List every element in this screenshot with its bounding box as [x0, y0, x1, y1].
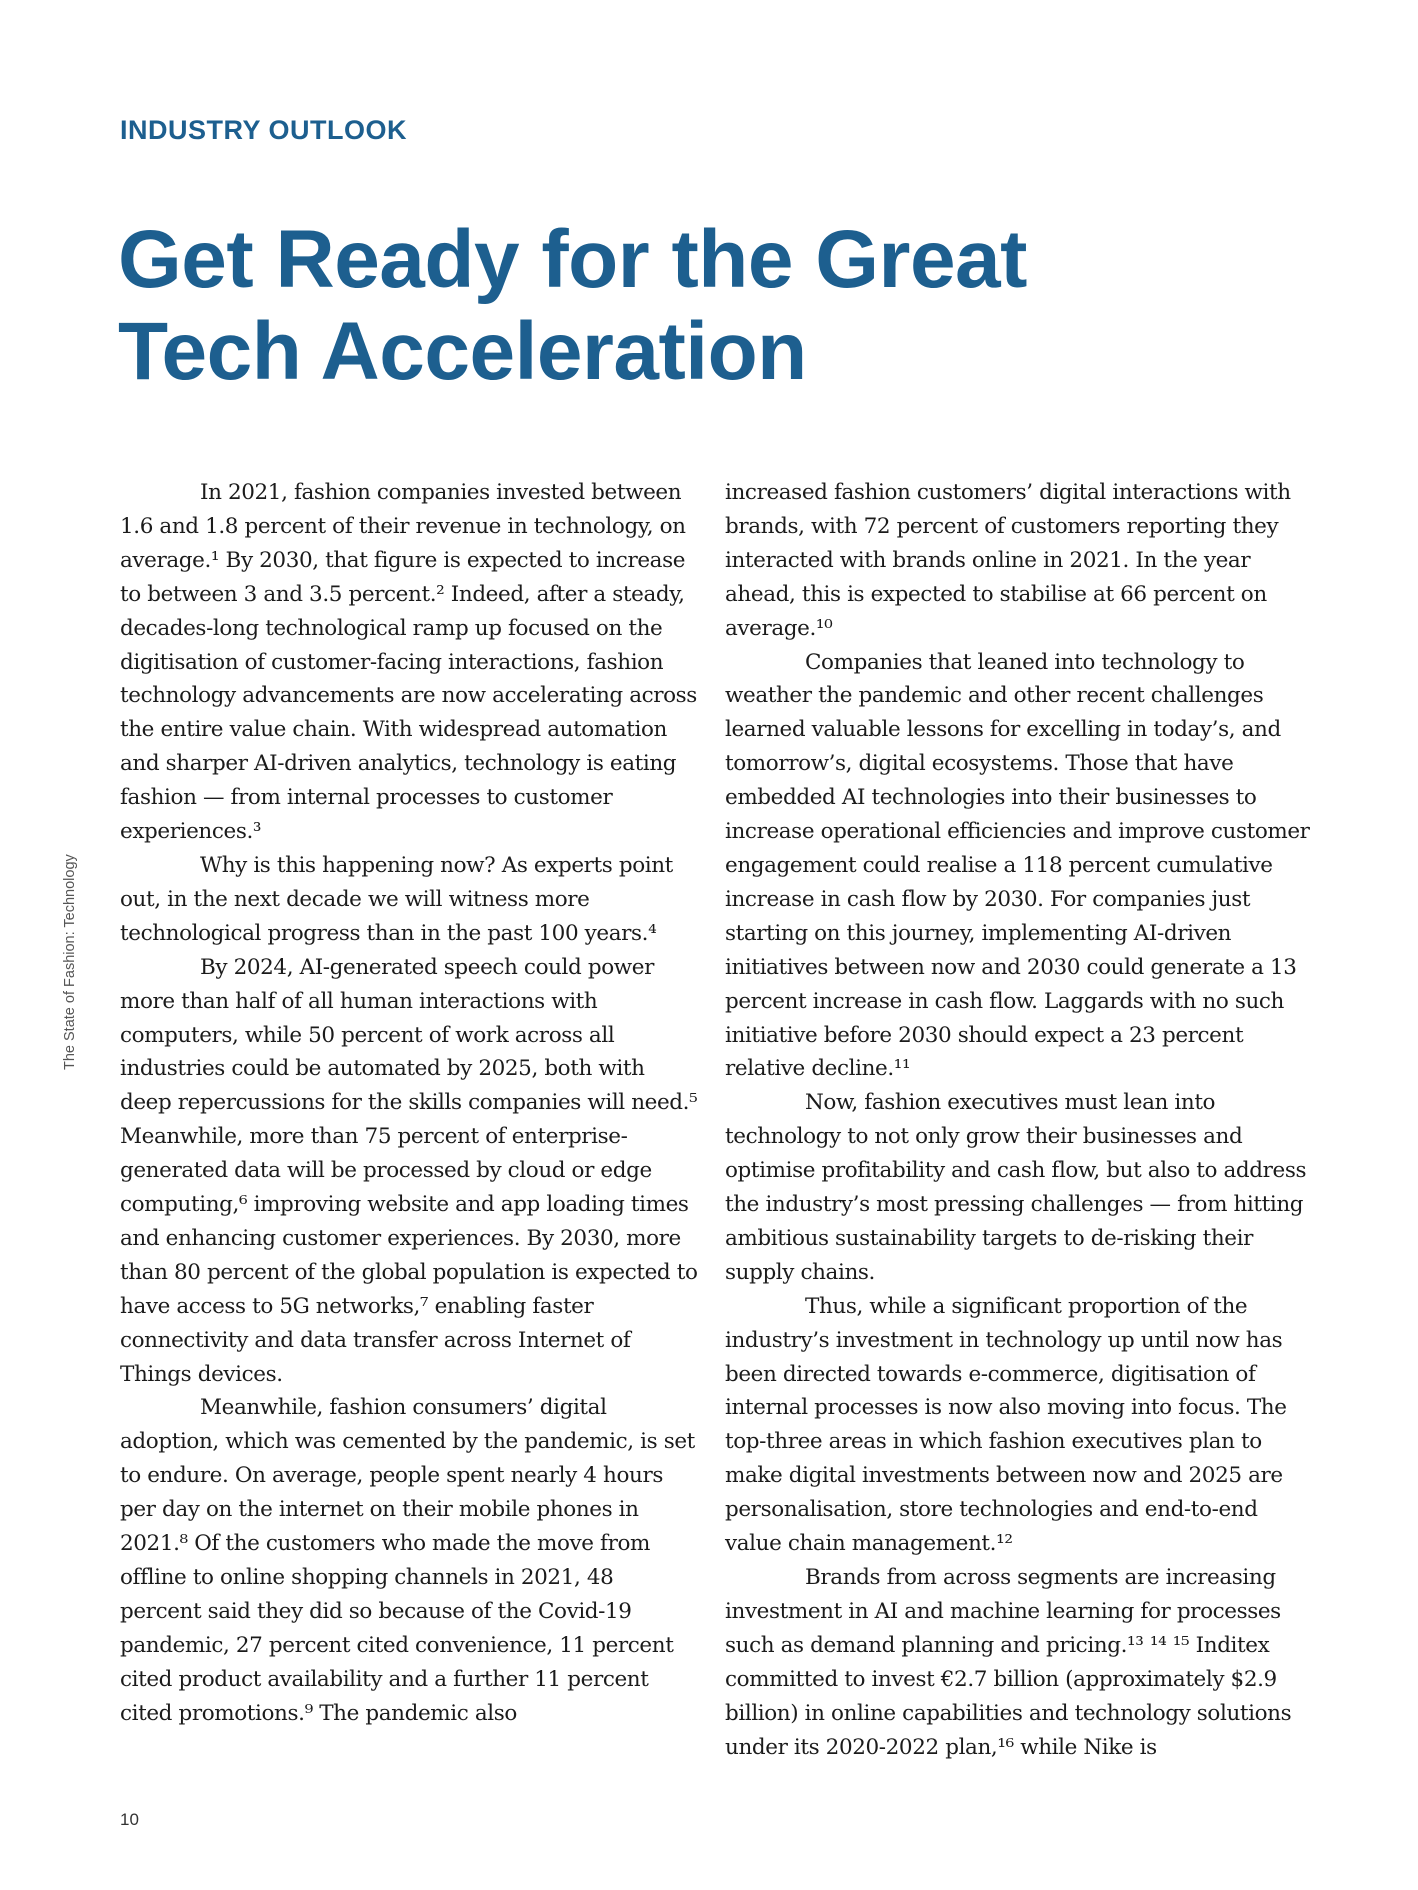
page-number: 10: [120, 1810, 139, 1829]
page-title: Get Ready for the Great Tech Acceleration: [118, 214, 1027, 397]
section-label: INDUSTRY OUTLOOK: [120, 115, 408, 145]
paragraph: Now, fashion executives must lean into technology to not only grow their businesses and optimise profitability and cash flow, but also to address the industry’s most pressing challenges — from hitting ambitious sustainability targets to de-risking their supply chains.: [725, 1090, 1307, 1285]
paragraph: In 2021, fashion companies invested between 1.6 and 1.8 percent of their revenue in technology, on average.¹ By 2030, that figure is expected to increase to between 3 and 3.5 percent.² Indeed, after a steady, decades-long technological ramp up focused on the digitisation of customer-facing interactions, fashion technology advancements are now accelerating across the entire value chain. With widespread automation and sharper AI-driven analytics, technology is eating fashion — from internal processes to customer experiences.³: [120, 480, 697, 845]
paragraph: Companies that leaned into technology to weather the pandemic and other recent challenges learned valuable lessons for excelling in today’s, and tomorrow’s, digital ecosystems. Those that have embedded AI technologies into their businesses to increase operational efficiencies and improve customer engagement could realise a 118 percent cumulative increase in cash flow by 2030. For companies just starting on this journey, implementing AI-driven initiatives between now and 2030 could generate a 13 percent increase in cash flow. Laggards with no such initiative before 2030 should expect a 23 percent relative decline.¹¹: [725, 649, 1310, 1082]
paragraph: Why is this happening now? As experts point out, in the next decade we will witness more technological progress than in the past 100 years.⁴: [120, 852, 673, 946]
paragraph: Meanwhile, fashion consumers’ digital adoption, which was cemented by the pandemic, is set to endure. On average, people spent nearly 4 hours per day on the internet on their mobile phones in 2021.⁸ Of the customers who made the move from offline to online shopping channels in 2021, 48 percent said they did so because of the Covid-19 pandemic, 27 percent cited convenience, 11 percent cited product availability and a further 11 percent cited promotions.⁹ The pandemic also: [120, 1395, 695, 1726]
paragraph: Brands from across segments are increasing investment in AI and machine learning for processes such as demand planning and pricing.¹³ ¹⁴ ¹⁵ Inditex committed to invest €2.7 billion (approximately $2.9 billion) in online capabilities and technology solutions under its 2020-2022 plan,¹⁶ while Nike is: [725, 1565, 1292, 1760]
right-column: [725, 476, 1310, 1764]
paragraph: Thus, while a significant proportion of the industry’s investment in technology up until now has been directed towards e-commerce, digitisation of internal processes is now also moving into focus. The top-three areas in which fashion executives plan to make digital investments between now and 2025 are personalisation, store technologies and end-to-end value chain management.¹²: [725, 1293, 1287, 1557]
paragraph: By 2024, AI-generated speech could power more than half of all human interactions with computers, while 50 percent of work across all industries could be automated by 2025, both with deep repercussions for the skills companies will need.⁵ Meanwhile, more than 75 percent of enterprise-generated data will be processed by cloud or edge computing,⁶ improving website and app loading times and enhancing customer experiences. By 2030, more than 80 percent of the global population is expected to have access to 5G networks,⁷ enabling faster connectivity and data transfer across Internet of Things devices.: [120, 954, 698, 1387]
left-column: [120, 476, 700, 1731]
paragraph: increased fashion customers’ digital interactions with brands, with 72 percent of customers reporting they interacted with brands online in 2021. In the year ahead, this is expected to stabilise at 66 percent on average.¹⁰: [725, 480, 1291, 641]
publication-side-label: The State of Fashion: Technology: [62, 854, 78, 1070]
